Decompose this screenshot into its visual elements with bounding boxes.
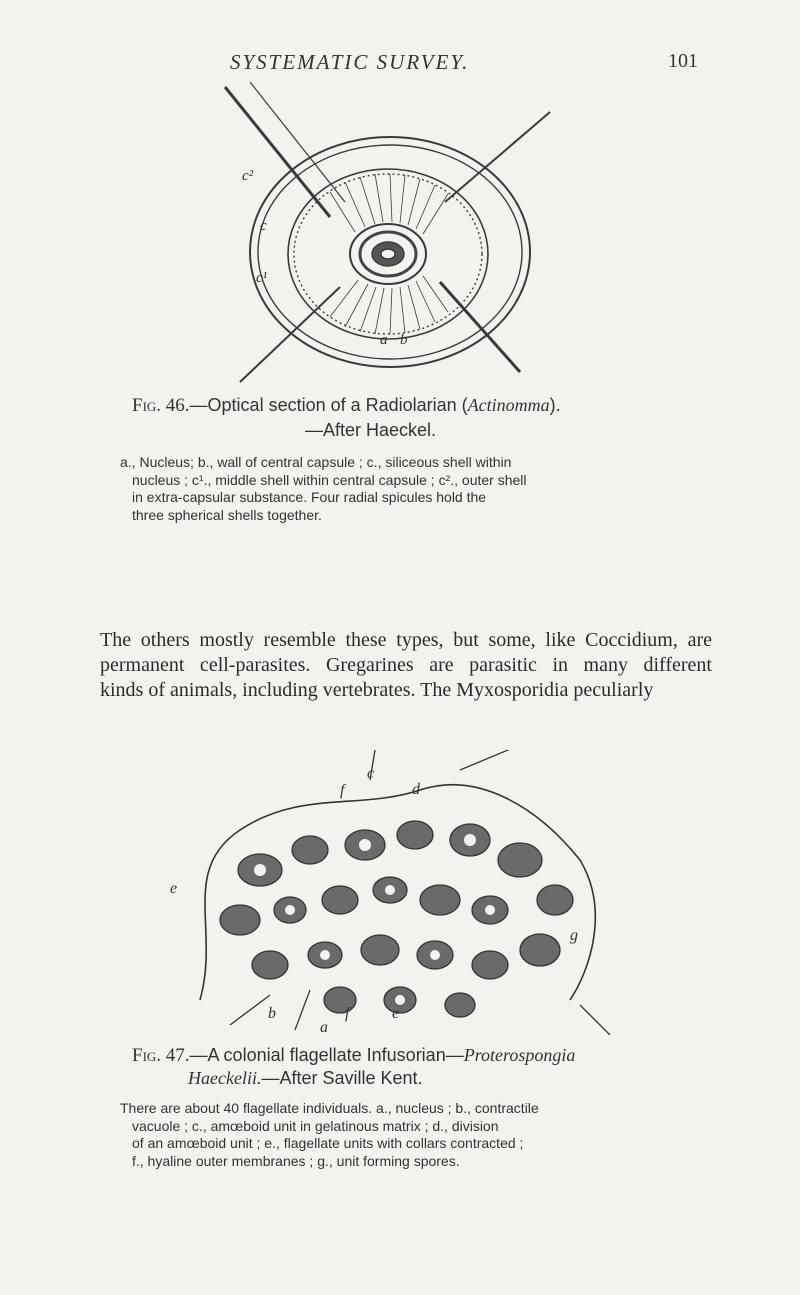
legend-line: There are about 40 flagellate individuals. a., nucleus ; b., contractile [120, 1100, 539, 1116]
legend-line: of an amœboid unit ; e., flagellate units with collars contracted ; [132, 1135, 524, 1151]
label-f: f [345, 1005, 350, 1022]
figure-47-legend [120, 1100, 705, 1170]
page-header [0, 50, 800, 80]
radiolarian-illustration [220, 82, 560, 392]
body-line: kinds of animals, including vertebrates. The Myxosporidia peculiarly [100, 679, 654, 701]
body-line: The others mostly resemble these types, but some, like Coccidium, are [100, 629, 712, 651]
page-number: 101 [668, 50, 698, 72]
legend-line: a., Nucleus; b., wall of central capsule ; c., siliceous shell within [120, 454, 512, 470]
legend-line: f., hyaline outer membranes ; g., unit forming spores. [132, 1152, 460, 1169]
legend-line: three spherical shells together. [132, 506, 322, 523]
legend-line: in extra-capsular substance. Four radial spicules hold the [132, 489, 487, 505]
label-c2: c² [242, 168, 254, 184]
running-head: SYSTEMATIC SURVEY. [230, 50, 470, 74]
body-paragraph [100, 628, 712, 703]
figure-46-legend [120, 454, 705, 524]
colony-illustration [160, 750, 630, 1035]
label-f: f [340, 782, 345, 799]
legend-line: nucleus ; c¹., middle shell within central capsule ; c²., outer shell [132, 471, 527, 488]
figure-46-attribution: —After Haeckel. [305, 420, 437, 440]
label-b: b [268, 1005, 276, 1022]
figure-47-proterospongia [160, 750, 630, 1035]
figure-46-caption: Fig. 46.—Optical section of a Radiolarian (Actinomma). [132, 395, 561, 416]
figure-47-attribution: Haeckelii.—After Saville Kent. [188, 1068, 423, 1088]
label-a: a [320, 1019, 328, 1035]
label-e: e [392, 1005, 400, 1022]
label-c: c [260, 218, 267, 234]
label-c1: c¹ [256, 270, 268, 286]
figure-46-radiolarian [220, 82, 560, 392]
figure-47-caption: Fig. 47.—A colonial flagellate Infusorian—Proterospongia [132, 1045, 576, 1066]
label-b: b [400, 332, 408, 348]
label-d: d [412, 781, 420, 798]
legend-line: vacuole ; c., amœboid unit in gelatinous matrix ; d., division [132, 1117, 499, 1134]
label-c: c [367, 765, 375, 782]
label-e: e [170, 880, 178, 897]
label-g: g [570, 927, 578, 944]
label-a: a [380, 332, 388, 348]
body-line: permanent cell-parasites. Gregarines are parasitic in many different [100, 654, 712, 676]
